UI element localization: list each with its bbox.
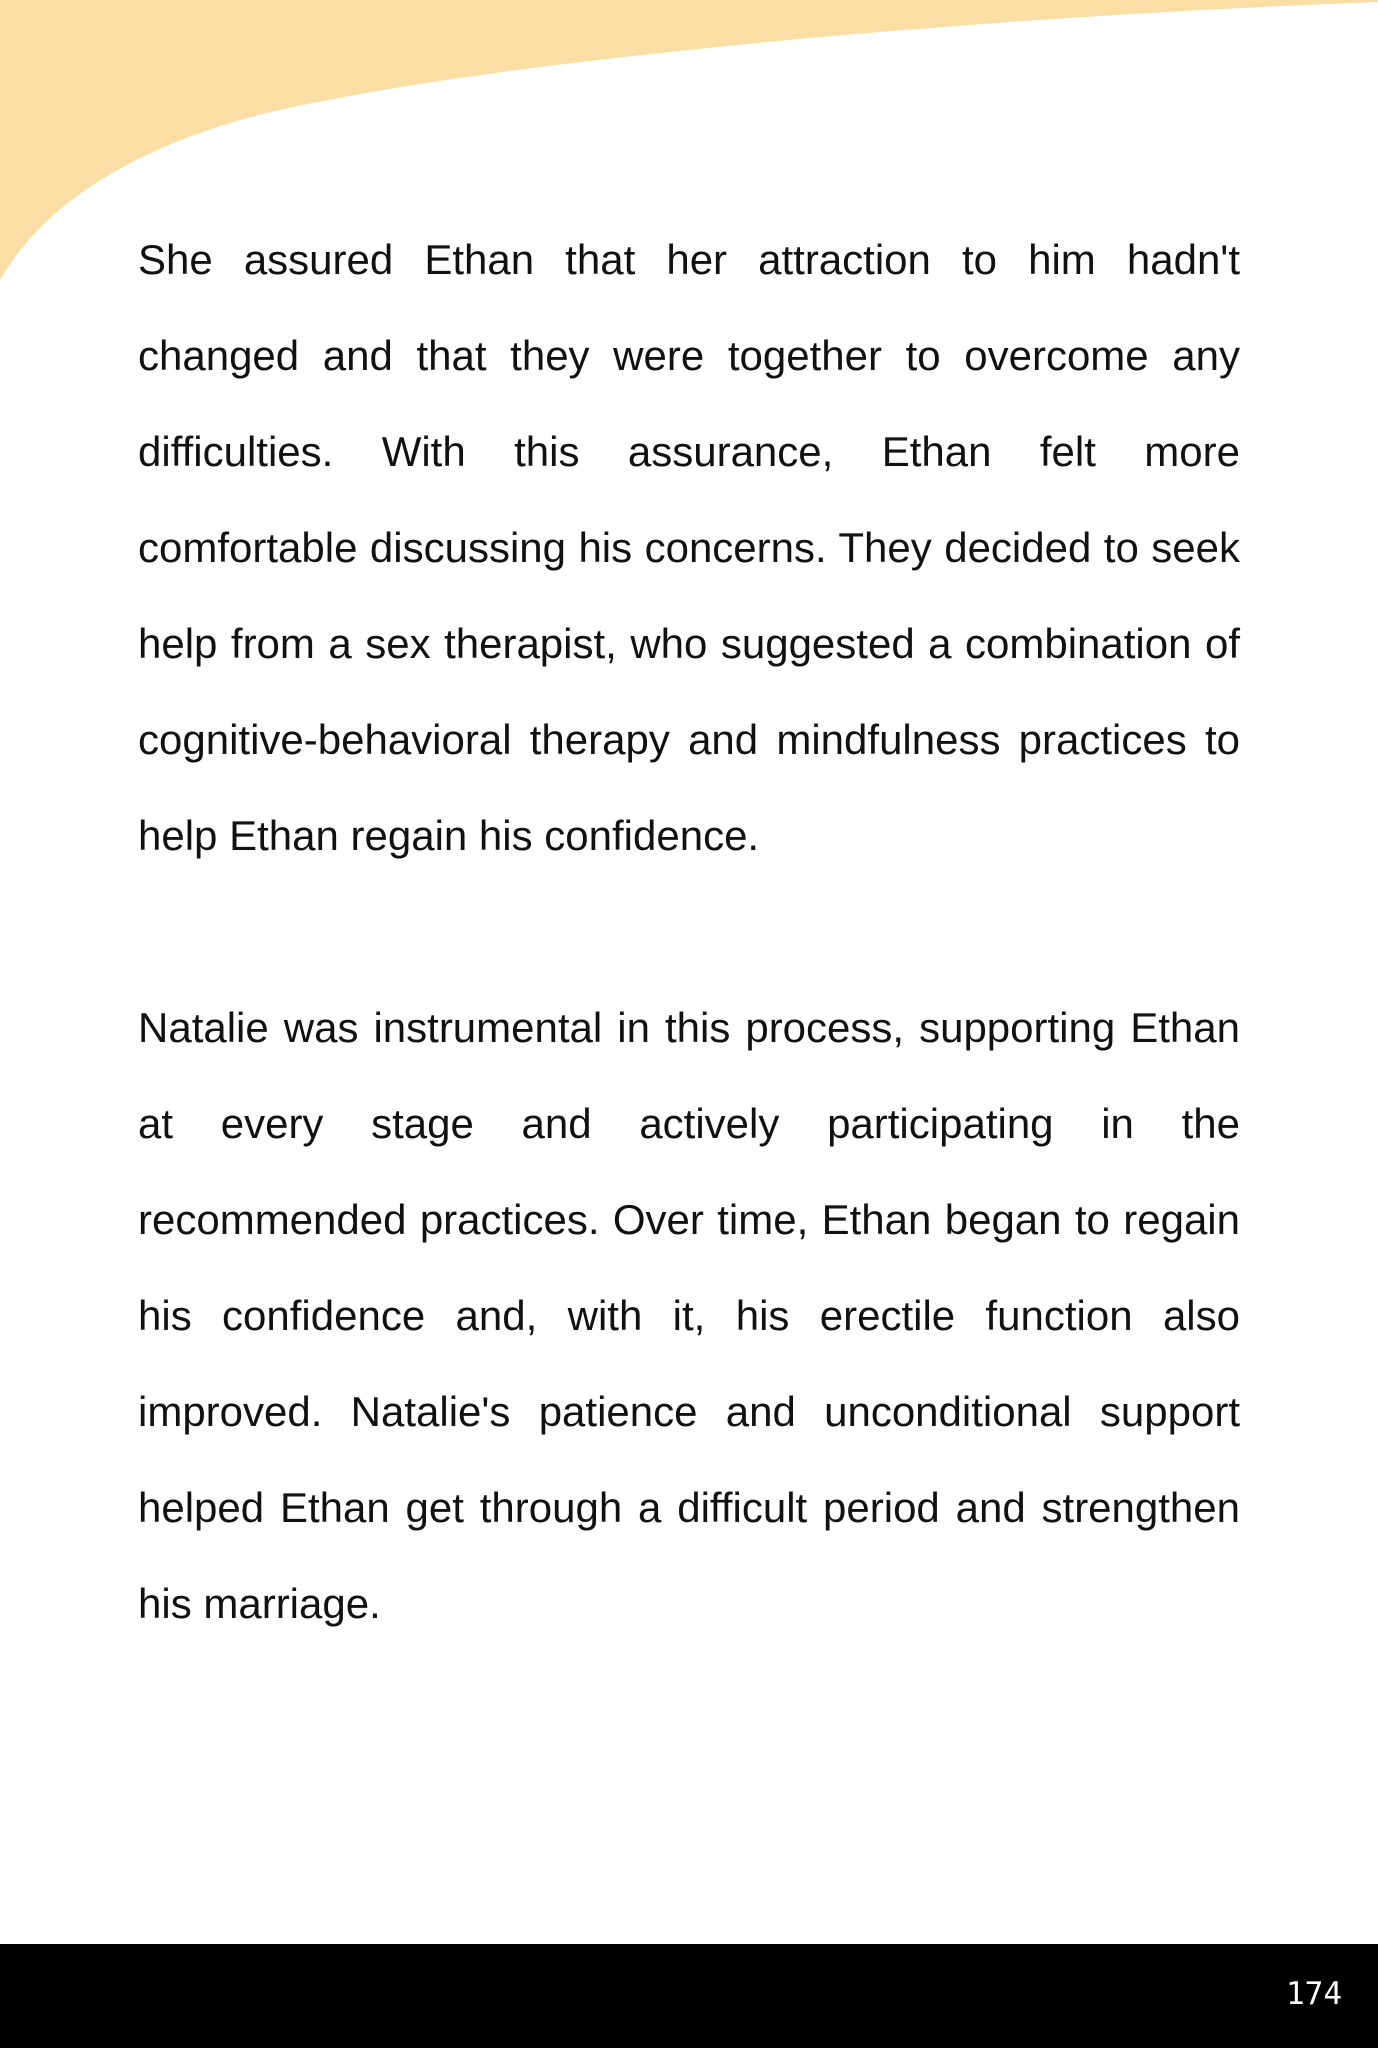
footer-bar	[0, 1944, 1378, 2048]
paragraph-1: She assured Ethan that her attraction to him hadn't changed and that they were together to overcome any difficulties. With this assurance, Ethan felt more comfortable discussing his concerns. They decided to seek help from a sex therapist, who suggested a combination of cognitive-behavioral therapy and mindfulness practices to help Ethan regain his confidence.	[138, 236, 1240, 859]
page-number: 174	[1286, 1976, 1342, 2012]
paragraph-2: Natalie was instrumental in this process, supporting Ethan at every stage and actively participating in the recommended practices. Over time, Ethan began to regain his confidence and, with it, his erectile function also improved. Natalie's patience and unconditional support helped Ethan get through a difficult period and strengthen his marriage.	[138, 1004, 1240, 1627]
body-text	[138, 212, 1240, 1652]
